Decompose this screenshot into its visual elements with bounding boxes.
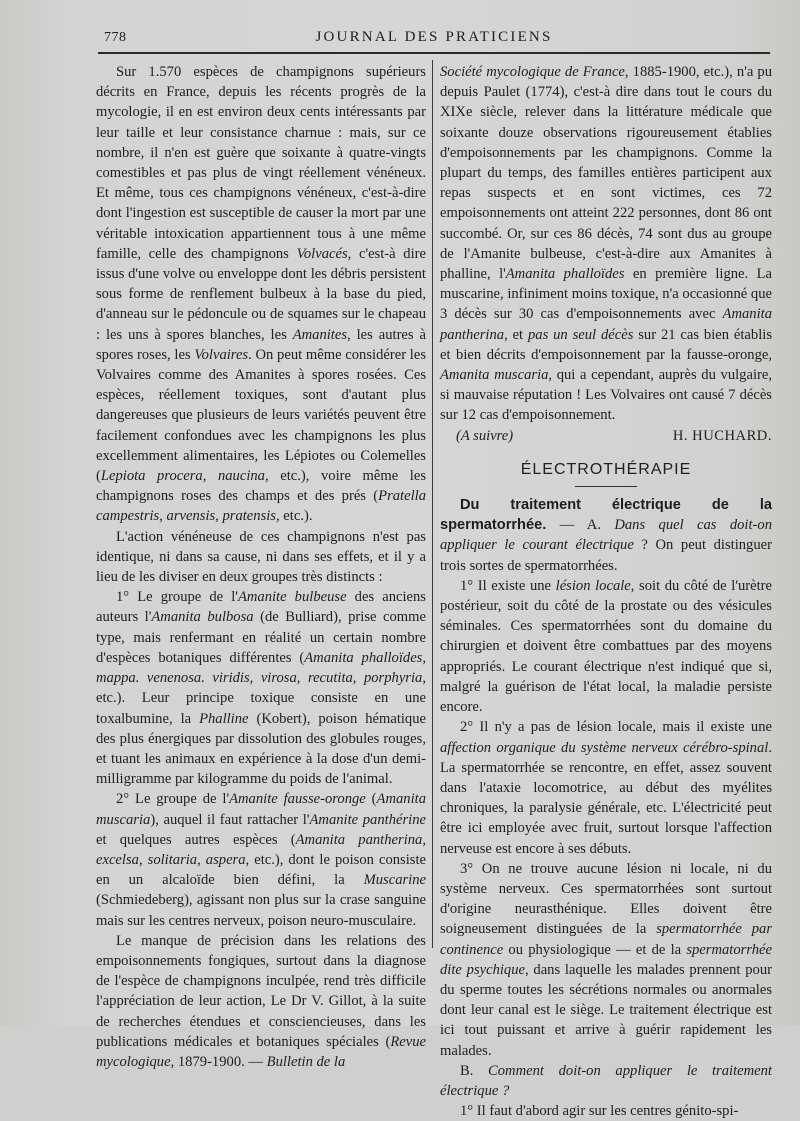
paragraph-group-2: 2° Le groupe de l'Amanite fausse-oronge (Amanita muscaria), auquel il faut rattacher l'Amanite panthérine et quelques autres espèces (Amanita pantherina, excelsa, solitaria, aspera, etc.), dont le poison consiste en un alcaloïde bien défini, la Muscarine (Schmiedeberg), agissant non plus sur la crase sanguine mais sur les centres nerveux, poison neuro-musculaire. (96, 791, 427, 929)
to-follow-note: (A suivre) (456, 427, 514, 444)
paragraph-group-1: 1° Le groupe de l'Amanite bulbeuse des anciens auteurs l'Amanita bulbosa (de Bulliard), prise comme type, mais renfermant en réalité un certain nombre d'espèces botaniques différentes (Amanita phalloïdes, mappa. venenosa. viridis, virosa, recutita, porphyria, etc.). Leur principe toxique consiste en une toxalbumine, la Phalline (Kobert), poison hématique des plus énergiques par dissolution des globules rouges, et tuant les animaux en expérience à la dose d'un demi-milligramme par kilogramme du poids de l'animal. (96, 589, 427, 788)
paragraph-continuation: Société mycologique de France, 1885-1900, etc.), n'a pu depuis Paulet (1774), c'est-à dire dans tout le cours du XIXe siècle, relever dans la littérature médicale que soixante douze observations rigoureusement établies d'empoisonnements par les champignons. Comme la plupart du temps, des familles entières participent aux repas suspects et en sont victimes, ces 72 empoisonnements ont atteint 222 personnes, dont 86 ont succombé. Or, sur ces 86 décès, 74 sont dus au groupe de l'Amanite bulbeuse, c'est-à-dire aux Amanites à phalline, l'Amanita phalloïdes en première ligne. La muscarine, infiniment moins toxique, n'a occasionné que 3 décès sur 30 cas d'empoisonnements avec Amanita pantherina, et pas un seul décès sur 21 cas bien établis et bien décrits d'empoisonnement par la fausse-oronge, Amanita muscaria, qui a cependant, auprès du vulgaire, si mauvaise réputation ! Les Volvaires ont causé 7 décès sur 12 cas d'empoisonnement. (440, 64, 773, 424)
section-rule (575, 486, 637, 487)
paragraph-precision: Le manque de précision dans les relations des empoisonnements fongiques, surtout dans la diagnose de l'espèce de champignons inculpée, rend très difficile l'appréciation de leur action, Le Dr V. Gillot, à la suite de recherches étendues et consciencieuses, dans les publications médicales et botaniques spéciales (Revue mycologique, 1879-1900. — Bulletin de la (96, 932, 426, 1070)
paragraph-case-2: 2° Il n'y a pas de lésion locale, mais il existe une affection organique du système nerveux cérébro-spinal. La spermatorrhée se rencontre, en effet, assez souvent dans l'ataxie locomotrice, au début des myélites chroniques, la paralysie générale, etc. L'électricité peut être ici employée avec fruit, surtout lorsque l'affection nerveuse est encore à ses débuts. (440, 719, 772, 857)
right-column (440, 62, 772, 1121)
paragraph-case-3: 3° On ne trouve aucune lésion ni locale, ni du système nerveux. Ces spermatorrhées sont surtout d'origine neurasthénique. Elles doivent être soigneusement distinguées de la spermatorrhée par continence ou physiologique — et de la spermatorrhée dite psychique, dans laquelle les malades prennent pour du sperme toutes les sécrétions normales ou anormales dont leur canal est le siège. Le traitement électrique est ici tout puissant et arrive à guérir rapidement les malades. (440, 860, 772, 1059)
article-signature (440, 426, 772, 446)
left-column (96, 62, 426, 1072)
paragraph-section-b: B. Comment doit-on appliquer le traitement électrique ? (440, 1062, 772, 1099)
paragraph-two-groups: L'action vénéneuse de ces champignons n'est pas identique, ni dans sa cause, ni dans ses effets, et il y a lieu de les diviser en deux groupes très distincts : (96, 528, 426, 586)
section-title: ÉLECTROTHÉRAPIE (520, 460, 692, 478)
paragraph-step-1: 1° Il faut d'abord agir sur les centres génito-spi- (460, 1103, 739, 1120)
column-divider (432, 60, 433, 948)
paragraph-intro: Sur 1.570 espèces de champignons supérieurs décrits en France, depuis les récents progrès de la mycologie, il en est environ deux cents intéressants par leur taille et leur consistance charnue : mais, sur ce nombre, il n'en est guère que soixante à quatre-vingts comestibles et pas plus de vingt réellement vénéneux. Et même, tous ces champignons vénéneux, c'est-à-dire dont l'ingestion est susceptible de causer la mort par une véritable intoxication appartiennent tous à une même famille, celle des champignons Volvacés, c'est-à dire issus d'une volve ou enveloppe dont les débris persistent sous forme de renflement bulbeux à la base du pied, d'anneau sur le pédoncule ou de squames sur le chapeau : les uns à spores blanches, les Amanites, les autres à spores roses, les Volvaires. On peut même considérer les Volvaires comme des Amanites à spores rosées. Ces espèces, réellement toxiques, sont d'autant plus dangereuses que plusieurs de leurs variétés peuvent être facilement confondues avec les champignons les plus excellemment alimentaires, les Lépiotes ou Colemelles (Lepiota procera, naucina, etc.), voire même les champignons roses des champs et des prés (Pratella campestris, arvensis, pratensis, etc.). (96, 64, 427, 525)
running-title: JOURNAL DES PRATICIENS (315, 29, 553, 45)
page-header (98, 26, 770, 52)
page-number: 778 (104, 30, 127, 45)
paragraph-case-1: 1° Il existe une lésion locale, soit du côté de l'urètre postérieur, soit du côté de la prostate ou des vésicules séminales. Ces spermatorrhées sont du domaine du chirurgien et doivent être combattues par des moyens appropriés. Le courant électrique n'est indiqué que si, malgré la guérison de l'état local, la maladie persiste encore. (440, 577, 772, 716)
header-rule (98, 52, 770, 54)
article-title: Du traitement électrique de la spermatorrhée. (440, 497, 772, 534)
author-name: H. HUCHARD. (672, 427, 772, 444)
article-intro: Du traitement électrique de la spermatorrhée. — A. Dans quel cas doit-on appliquer le courant électrique ? On peut distinguer trois sortes de spermatorrhées. (440, 497, 772, 574)
